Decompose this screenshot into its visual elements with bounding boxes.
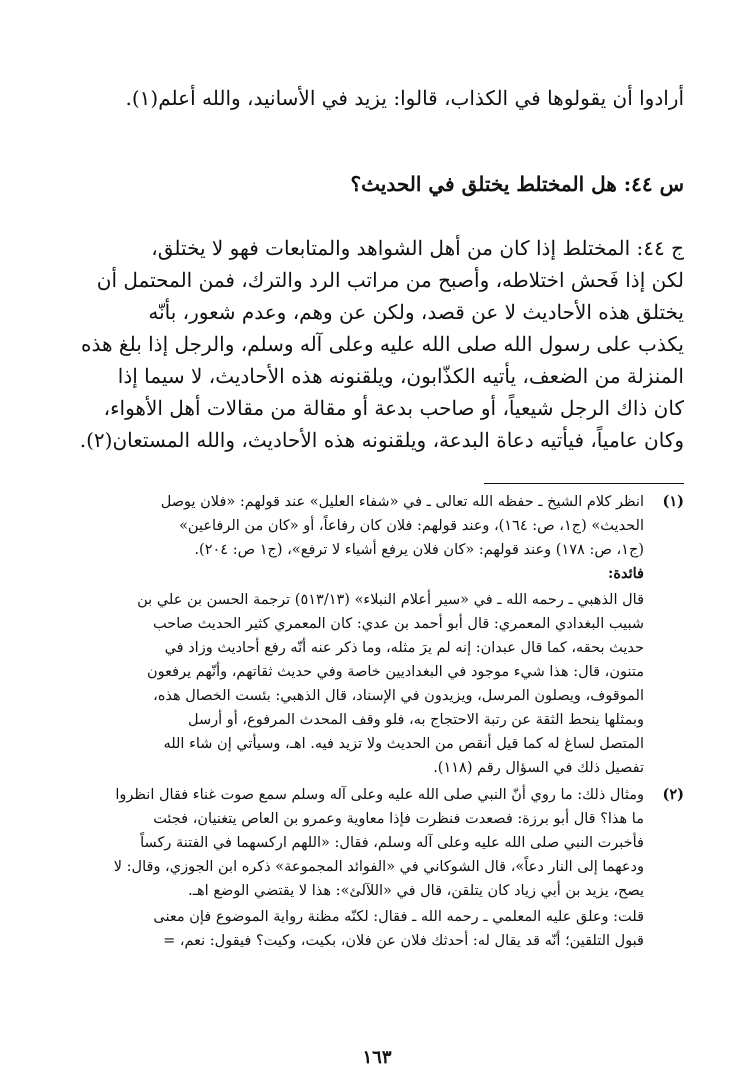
footnote-line: تفصيل ذلك في السؤال رقم (١١٨).	[433, 760, 644, 776]
footnote-line: وبمثلها ينحط الثقة عن رتبة الاحتجاج به، فلو وقف المحدث المرفوع، أو أرسل	[187, 712, 644, 728]
footnote-line: (ج١، ص: ١٧٨) وعند قولهم: «كان فلان يرفع أشياء لا ترفع»، (ج١ ص: ٢٠٤).	[194, 542, 644, 558]
page-number: ١٦٣	[362, 1047, 392, 1068]
footnote-line: المتصل لساغ له كما قيل أنقص من الحديث ولا تزيد فيه. اهـ، وسيأتي إن شاء الله	[163, 736, 644, 752]
footnote-line: حديث بحقه، كما قال عبدان: إنه لم يرَ مثله، وما ذكر عنه أنّه رفع أحاديث وزاد في	[164, 640, 644, 656]
footnote-line: ما هذا؟ قال أبو برزة: فصعدت فنظرت فإذا معاوية وعمرو بن العاص يتغنيان، فجئت	[153, 811, 644, 827]
answer-line: ج ٤٤: المختلط إذا كان من أهل الشواهد والمتابعات فهو لا يختلق،	[151, 236, 684, 260]
answer-line: يكذب على رسول الله صلى الله عليه وعلى آله وسلم، والرجل إذا بلغ هذه	[81, 332, 684, 356]
footnote-line: ودعهما إلى النار دعاً»، قال الشوكاني في «الفوائد المجموعة» ذكره ابن الجوزي، وقال: لا	[113, 859, 644, 875]
faida-label: فائدة:	[608, 565, 644, 582]
top-text-line: أرادوا أن يقولوها في الكذاب، قالوا: يزيد في الأسانيد، والله أعلم(١).	[125, 86, 684, 110]
footnote-number: (١)	[662, 493, 684, 510]
footnote-line: الحديث» (ج١، ص: ١٦٤)، وعند قولهم: فلان كان رفاعاً، أو «كان من الرفاعين»	[179, 518, 644, 534]
footnote-separator	[484, 483, 684, 484]
answer-line: لكن إذا فَحش اختلاطه، وأصبح من مراتب الرد والترك، فمن المحتمل أن	[96, 268, 684, 292]
footnote-line: يصح، يزيد بن أبي زياد كان يتلقن، قال في «اللآلئ»: هذا لا يقتضي الوضع اهـ.	[188, 883, 644, 899]
footnote-line: فأخبرت النبي صلى الله عليه وعلى آله وسلم، فقال: «اللهم اركسهما في الفتنة ركساً	[140, 835, 644, 851]
footnote-number: (٢)	[662, 786, 684, 803]
answer-line: المنزلة من الضعف، يأتيه الكذّابون، ويلقنونه هذه الأحاديث، لا سيما إذا	[117, 364, 684, 388]
footnote-line: قال الذهبي ـ رحمه الله ـ في «سير أعلام النبلاء» (٥١٣/١٣) ترجمة الحسن بن علي بن	[137, 592, 644, 608]
footnote-line: الموقوف، ويصلون المرسل، ويزيدون في الإسناد، قال الذهبي: بئست الخصال هذه،	[153, 688, 644, 704]
answer-line: وكان عامياً، فيأتيه دعاة البدعة، ويلقنونه هذه الأحاديث، والله المستعان(٢).	[79, 428, 684, 452]
answer-line: كان ذاك الرجل شيعياً، أو صاحب بدعة أو مقالة من مقالات أهل الأهواء،	[103, 396, 684, 420]
footnote-line: قلت: وعلق عليه المعلمي ـ رحمه الله ـ فقال: لكنّه مظنة رواية الموضوع فإن معنى	[153, 909, 644, 925]
footnote-line: متنون، قال: هذا شيء موجود في البغداديين خاصة وفي حديث ثقاتهم، وأنّهم يرفعون	[147, 664, 644, 680]
footnote-line: شبيب البغدادي المعمري: قال أبو أحمد بن عدي: كان المعمري كثير الحديث صاحب	[153, 616, 644, 632]
answer-line: يختلق هذه الأحاديث لا عن قصد، ولكن عن وهم، وعدم شعور، بأنّه	[148, 300, 684, 324]
footnote-line: قبول التلقين؛ أنّه قد يقال له: أحدثك فلان عن فلان، بكيت، وكيت؟ فيقول: نعم، =	[163, 933, 644, 949]
footnote-line: ومثال ذلك: ما روي أنّ النبي صلى الله عليه وعلى آله وسلم سمع صوت غناء فقال انظروا	[115, 787, 644, 803]
question-heading: س ٤٤: هل المختلط يختلق في الحديث؟	[350, 172, 684, 196]
footnote-line: انظر كلام الشيخ ـ حفظه الله تعالى ـ في «شفاء العليل» عند قولهم: «فلان يوصل	[160, 494, 644, 510]
